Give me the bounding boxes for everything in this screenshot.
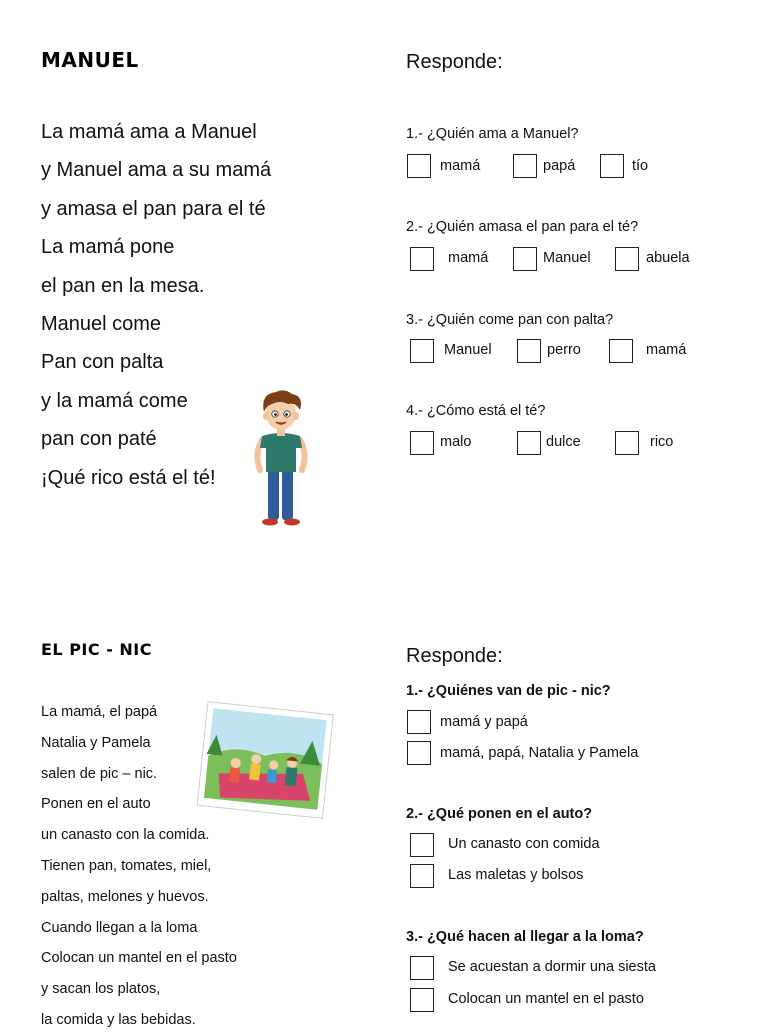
story-line: Colocan un mantel en el pasto <box>41 950 237 967</box>
answer-label: mamá y papá <box>440 714 528 730</box>
question-4: 4.- ¿Cómo está el té? <box>406 403 546 419</box>
story-line: pan con paté <box>41 428 157 451</box>
answer-checkbox[interactable] <box>407 154 431 178</box>
picnic-photo <box>194 700 336 824</box>
question-2: 2.- ¿Qué ponen en el auto? <box>406 806 593 822</box>
story-line: y Manuel ama a su mamá <box>41 159 272 182</box>
answer-label: malo <box>440 434 472 450</box>
story-line: ¡Qué rico está el té! <box>41 466 216 489</box>
answer-checkbox[interactable] <box>513 154 537 178</box>
question-1: 1.- ¿Quién ama a Manuel? <box>406 126 579 142</box>
answer-checkbox[interactable] <box>609 339 633 363</box>
story-text-manuel <box>41 113 271 497</box>
story-title-picnic: EL PIC - NIC <box>41 640 152 659</box>
answer-label: rico <box>650 434 674 450</box>
answer-label: mamá, papá, Natalia y Pamela <box>440 745 639 761</box>
answer-label: Manuel <box>543 250 591 266</box>
story-line: la comida y las bebidas. <box>41 1011 196 1028</box>
story-line: Manuel come <box>41 313 162 336</box>
answer-checkbox[interactable] <box>513 247 537 271</box>
story-line: Natalia y Pamela <box>41 734 151 751</box>
answer-checkbox[interactable] <box>407 710 431 734</box>
story-line: y amasa el pan para el té <box>41 197 266 220</box>
answer-label: mamá <box>448 250 489 266</box>
answer-label: mamá <box>646 342 687 358</box>
story-line: La mamá pone <box>41 236 175 259</box>
story-line: Ponen en el auto <box>41 796 151 813</box>
story-line: Cuando llegan a la loma <box>41 919 198 936</box>
answer-label: Manuel <box>444 342 492 358</box>
story-line: Tienen pan, tomates, miel, <box>41 857 212 874</box>
answer-checkbox[interactable] <box>410 833 434 857</box>
answer-label: Se acuestan a dormir una siesta <box>448 959 656 975</box>
answer-checkbox[interactable] <box>600 154 624 178</box>
story-line: el pan en la mesa. <box>41 274 205 297</box>
answer-checkbox[interactable] <box>615 431 639 455</box>
answer-checkbox[interactable] <box>517 431 541 455</box>
question-2: 2.- ¿Quién amasa el pan para el té? <box>406 219 639 235</box>
story-title-manuel: MANUEL <box>41 48 139 72</box>
story-line: La mamá ama a Manuel <box>41 121 257 143</box>
question-1: 1.- ¿Quiénes van de pic - nic? <box>406 683 611 699</box>
story-line: y sacan los platos, <box>41 981 161 998</box>
responde-heading: Responde: <box>406 645 503 667</box>
answer-checkbox[interactable] <box>615 247 639 271</box>
answer-label: papá <box>543 158 576 174</box>
answer-label: Un canasto con comida <box>448 836 600 852</box>
answer-checkbox[interactable] <box>410 247 434 271</box>
story-line: paltas, melones y huevos. <box>41 888 209 905</box>
question-3: 3.- ¿Qué hacen al llegar a la loma? <box>406 929 644 945</box>
answer-label: perro <box>547 342 581 358</box>
story-line: salen de pic – nic. <box>41 765 158 782</box>
story-line: un canasto con la comida. <box>41 827 210 844</box>
answer-checkbox[interactable] <box>410 956 434 980</box>
question-3: 3.- ¿Quién come pan con palta? <box>406 312 614 328</box>
answer-checkbox[interactable] <box>410 339 434 363</box>
answer-label: tío <box>632 158 649 174</box>
answer-checkbox[interactable] <box>407 741 431 765</box>
answer-label: mamá <box>440 158 481 174</box>
answer-label: Colocan un mantel en el pasto <box>448 991 644 1007</box>
responde-heading: Responde: <box>406 51 503 73</box>
answer-label: Las maletas y bolsos <box>448 867 584 883</box>
story-line: La mamá, el papá <box>41 704 158 720</box>
story-line: y la mamá come <box>41 389 188 412</box>
answer-checkbox[interactable] <box>410 988 434 1012</box>
answer-checkbox[interactable] <box>410 864 434 888</box>
boy-illustration <box>250 388 316 528</box>
story-line: Pan con palta <box>41 351 164 374</box>
answer-label: dulce <box>546 434 581 450</box>
answer-label: abuela <box>646 250 690 266</box>
answer-checkbox[interactable] <box>410 431 434 455</box>
answer-checkbox[interactable] <box>517 339 541 363</box>
